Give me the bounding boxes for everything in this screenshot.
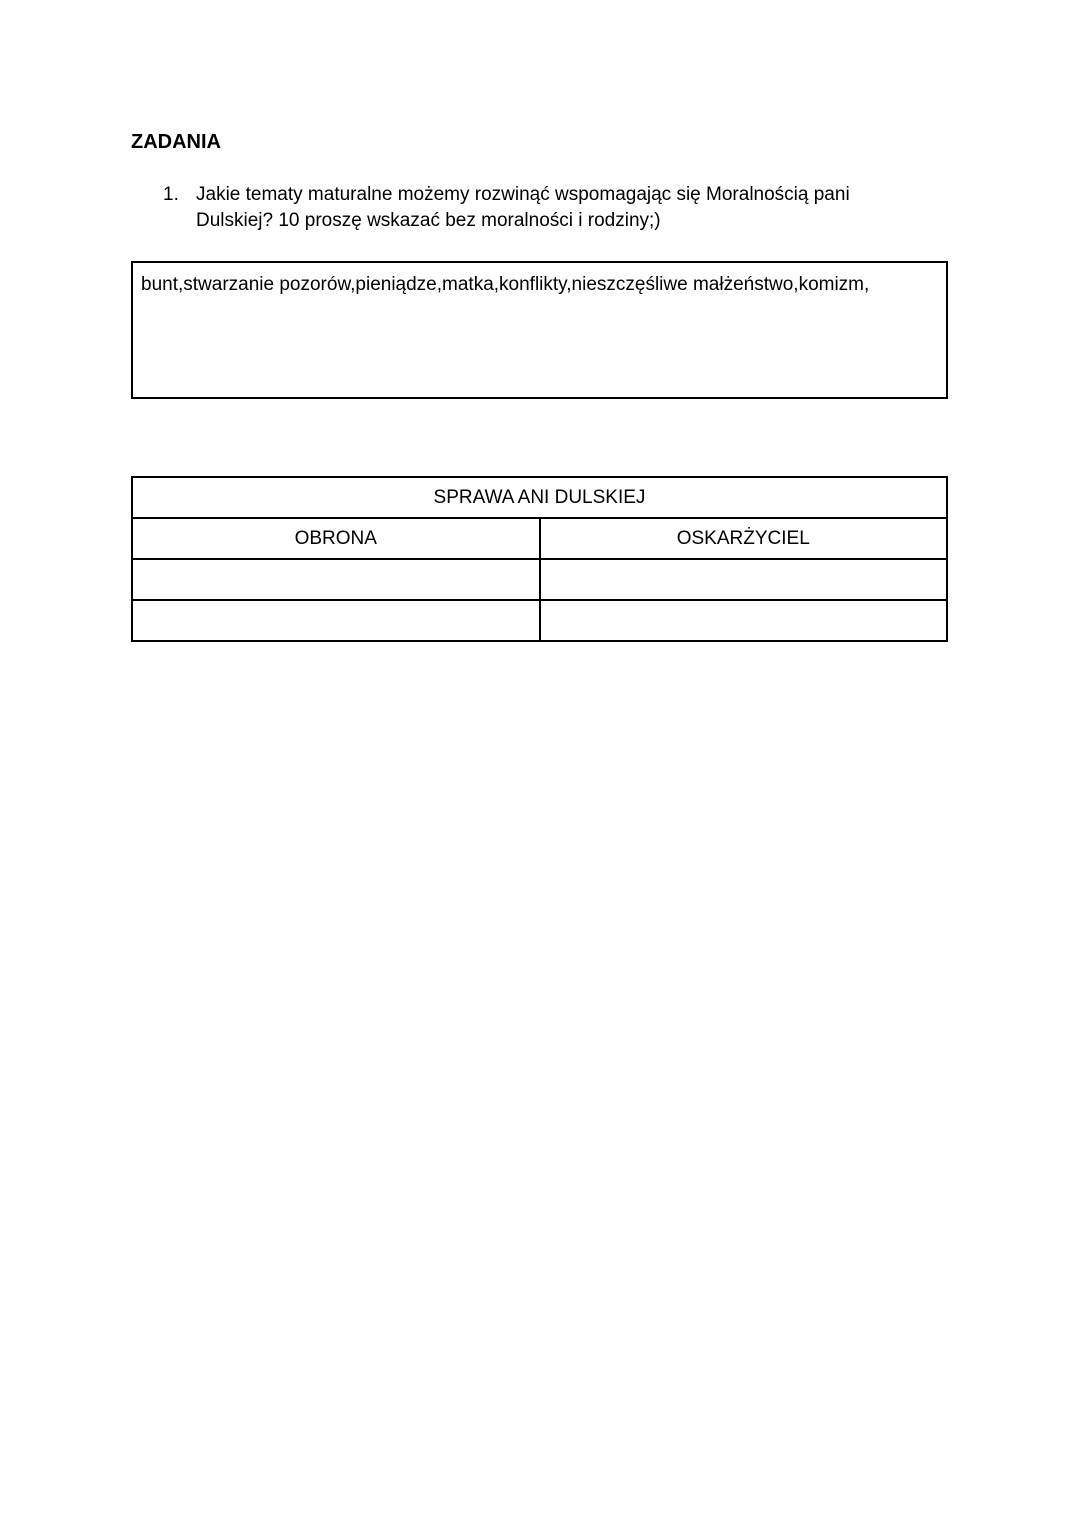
task-text-line-1: Jakie tematy maturalne możemy rozwinąć wspomagając się Moralnością pani <box>196 184 850 205</box>
task-text-line-2: Dulskiej? 10 proszę wskazać bez moralności i rodziny;) <box>196 210 661 231</box>
table-header-row <box>132 518 947 559</box>
page-heading: ZADANIA <box>131 131 221 153</box>
table-row <box>132 559 947 600</box>
task-item <box>163 182 923 234</box>
task-number: 1. <box>163 184 179 205</box>
table-title-row <box>132 477 947 518</box>
column-header-prosecutor: OSKARŻYCIEL <box>540 518 948 559</box>
answer-text: bunt,stwarzanie pozorów,pieniądze,matka,konflikty,nieszczęśliwe małżeństwo,komizm, <box>141 274 870 295</box>
table-cell-prosecutor[interactable] <box>540 600 948 641</box>
task-list <box>163 182 923 234</box>
trial-table <box>131 476 948 642</box>
table-title: SPRAWA ANI DULSKIEJ <box>132 477 947 518</box>
table-row <box>132 600 947 641</box>
table-cell-defense[interactable] <box>132 559 540 600</box>
table-cell-prosecutor[interactable] <box>540 559 948 600</box>
table-cell-defense[interactable] <box>132 600 540 641</box>
column-header-defense: OBRONA <box>132 518 540 559</box>
answer-box[interactable] <box>131 261 948 399</box>
